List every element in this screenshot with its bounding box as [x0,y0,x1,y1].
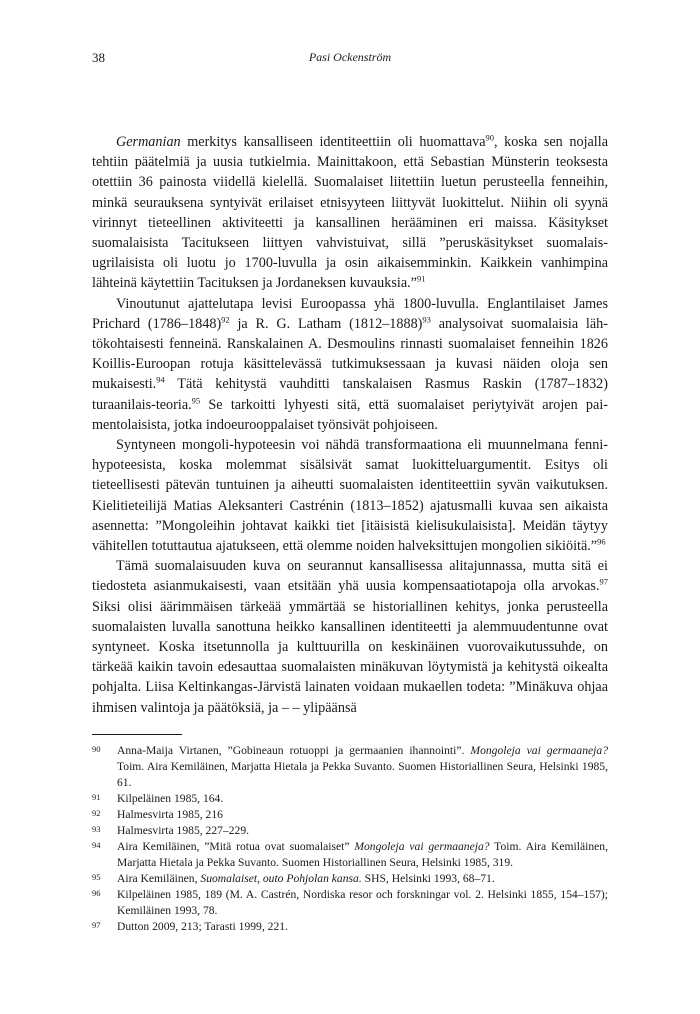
text-run: Aira Kemiläinen, [117,871,201,885]
footnote-text [117,823,608,839]
footnote-number: 94 [92,839,101,850]
body-text [92,132,608,718]
text-run: Vinoutunut ajattelutapa levisi Euroopassa yhä 1800-luvulla. Englantilaiset James Prichard (1786–1848) [92,295,608,332]
footnote-text [117,919,608,935]
text-run: merkitys kansalliseen identiteettiin oli huomattava [180,134,486,150]
footnote [92,807,608,823]
text-run: analysoivat suomalaisia lähtökohtaisesti fenneinä. Ranskalainen A. Desmoulins rinnasti suomalaiset fenneihin 1826 Koillis-Euroopan rotuja käsittelevässä tutkimuksessaan ja kuvasi näiden oloja sen mukaisesti. [92,315,609,393]
text-run: Kilpeläinen 1985, 189 (M. A. Castrén, Nordiska resor och forskningar vol. 2. Helsinki 1855, 154–157); Kemiläinen 1993, 78. [117,887,608,917]
text-run: Kilpeläinen 1985, 164. [117,791,224,805]
text-run: Anna-Maija Virtanen, ”Gobineaun rotuoppi ja germaanien ihannointi”. [117,743,471,757]
text-run: Toim. Aira Kemiläinen, Marjatta Hietala ja Pekka Suvanto. Suomen Historiallinen Seura, Helsinki 1985, 319. [117,839,609,869]
footnote-ref: 95 [191,394,201,405]
footnote-number: 95 [92,871,101,882]
footnote-number: 91 [92,791,101,802]
footnote-text [117,887,608,919]
text-run: Tämä suomalaisuuden kuva on seurannut kansallisessa alitajunnassa, mutta sitä ei tiedosteta asianmukaisesti, vaan etsitään yhä uusia kompensaatiotapoja olla arvokas. [92,558,608,595]
footnote-text [117,871,608,887]
paragraph [92,294,608,435]
footnote-ref: 94 [156,374,165,385]
footnote-number: 90 [92,743,101,754]
text-run: ja R. G. Latham (1812–1888) [229,315,423,332]
italic-text: Suomalaiset, outo Pohjolan kansa. [200,871,362,885]
text-run: Dutton 2009, 213; Tarasti 1999, 221. [117,919,288,933]
text-run: Siksi olisi äärimmäisen tärkeää ymmärtää se historiallinen kehitys, jonka perusteella suomalaisten luvalla sanottuna heikko kansallinen identiteetti ja alemmuudentunne ovat syntyneet. Koska itsetunnolla ja kulttuurilla on keskinäinen vuorovaikutussuhde, on tärkeää kaikin tavoin edesauttaa suomalaisten minäkuvan löytymistä ja kehitystä oikealta pohjalta. Liisa Keltinkangas-Järvistä lainaten voidaan mukaellen todeta: ”Minäkuva ohjaa ihmisen valintoja ja päätöksiä, ja – – ylipäänsä [92,598,608,716]
italic-text: Mongoleja vai germaaneja? [354,839,490,853]
running-head [92,50,608,70]
text-run: Halmesvirta 1985, 216 [117,807,223,821]
text-run: Halmesvirta 1985, 227–229. [117,823,250,837]
text-run: Tätä kehitystä vauhditti tanskalaisen Rasmus Raskin (1787–1832) turaanilais-teoria. [92,376,608,413]
footnote-ref: 96 [597,536,606,547]
footnote [92,791,608,807]
italic-text: Mongoleja vai germaaneja? [470,743,608,757]
footnote-ref: 97 [599,576,608,587]
running-head-author: Pasi Ockenström [308,50,392,64]
footnote-text [117,791,608,807]
footnote-number: 97 [92,919,101,930]
footnote [92,871,608,887]
footnote-ref: 93 [422,314,431,325]
italic-text: Germanian [116,134,181,150]
book-page [92,50,608,935]
footnote [92,743,608,791]
text-run: Toim. Aira Kemiläinen, Marjatta Hietala ja Pekka Suvanto. Suomen Historiallinen Seura, Helsinki 1985, 61. [117,759,608,789]
footnote-text [117,839,608,871]
paragraph [92,132,608,294]
text-run: Se tarkoitti lyhyesti sitä, että suomalaiset periytyivät arojen paimentolaisista, jotka indoeurooppalaiset työnsivät pohjoiseen. [92,396,608,433]
footnote-ref: 91 [416,273,426,284]
footnote [92,887,608,919]
footnote-ref: 90 [485,132,495,143]
footnote-number: 96 [92,887,101,898]
page-number: 38 [92,50,105,65]
footnote-text [117,807,608,823]
footnote-divider [92,734,182,735]
text-run: Syntyneen mongoli-hypoteesin voi nähdä transformaationa eli muunnelmana fenni-hypoteesista, koska molemmat sisälsivät samat luokitteluargumentit. Esitys oli tieteellisesti pätevän tuntuinen ja aiheutti suomalaisten identiteettiin syvän vaikutuksen. Kielitieteilijä Matias Aleksanteri Castrénin (1813–1852) ajatusmalli kuvaa sen aikaista asennetta: ”Mongoleihin johtavat kaikki tiet [itäisistä kielisukulaisista]. Meidän täytyy vähitellen totuttautua ajatukseen, että olemme noiden halveksittujen mongolien sikiöitä.” [92,437,608,555]
paragraph [92,435,608,556]
footnote [92,823,608,839]
footnote [92,919,608,935]
footnote [92,839,608,871]
footnote-number: 93 [92,823,101,834]
footnotes [92,743,608,935]
text-run: Aira Kemiläinen, ”Mitä rotua ovat suomalaiset” [117,839,355,853]
footnote-text [117,743,608,791]
footnote-number: 92 [92,807,101,818]
footnote-ref: 92 [221,314,230,325]
text-run: SHS, Helsinki 1993, 68–71. [361,871,495,885]
paragraph [92,556,608,718]
text-run: , koska sen nojalla tehtiin päätelmiä ja uusia tutkielmia. Mainittakoon, että Sebastian Münsterin teoksesta otettiin 36 painosta viidellä kielellä. Suomalaiset liitettiin luetun perusteella fenneihin, minkä seurauksena syntyivät erilaiset etnisyyteen liittyvät luokittelut. Niihin oli syynä virinnyt tieteellinen aktiviteetti ja kansallinen herääminen eri maissa. Käsitykset suomalaisista Tacitukseen liittyen vahvistuivat, sillä ”peruskäsitykset suomalais-ugrilaisista oli luotu jo 1700-luvulla ja osin aikaisemminkin. Kaikkein vanhimpina lähteinä käytettiin Tacituksen ja Jordaneksen kuvauksia.” [92,134,608,292]
